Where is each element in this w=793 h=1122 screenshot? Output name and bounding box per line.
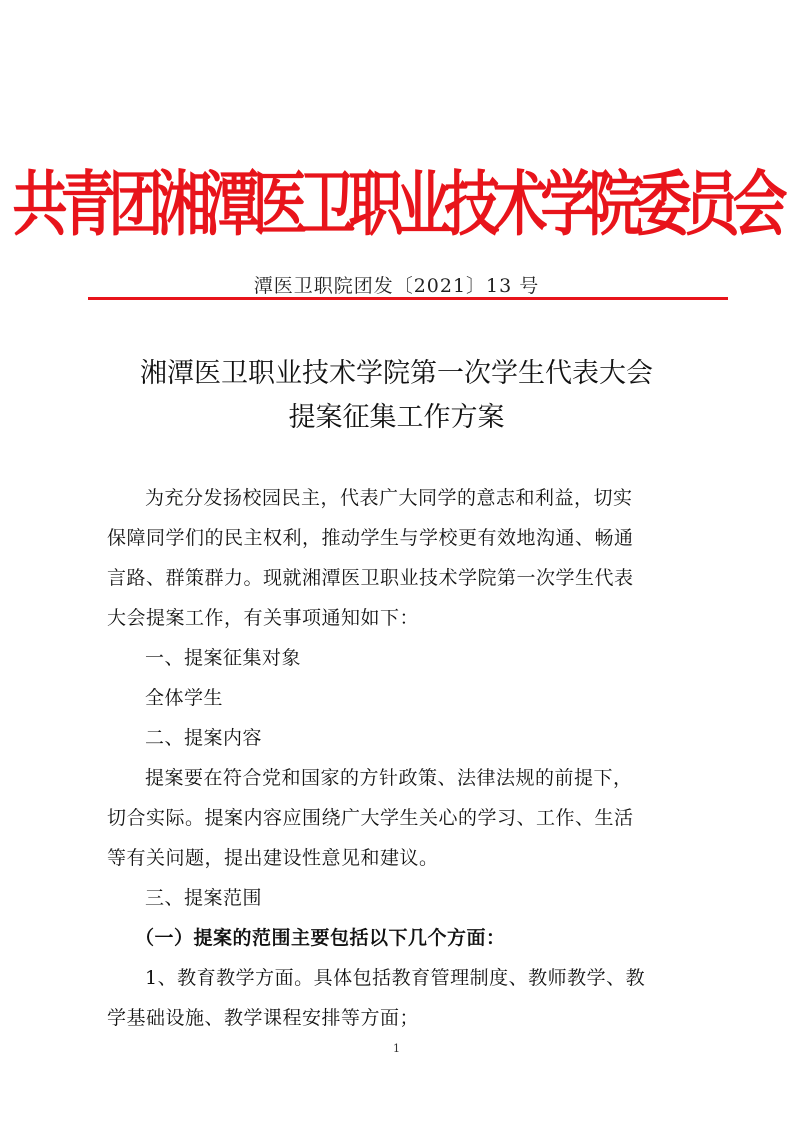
paragraph-line: 1、教育教学方面。具体包括教育管理制度、教师教学、教: [145, 967, 646, 989]
intro-paragraph: [107, 478, 692, 638]
red-divider-line: [88, 297, 728, 300]
organization-header: 共青团湘潭医卫职业技术学院委员会: [12, 163, 781, 246]
paragraph-line: 为充分发扬校园民主，代表广大同学的意志和利益，切实: [145, 487, 633, 509]
title-line-1: 湘潭医卫职业技术学院第一次学生代表大会: [140, 358, 653, 389]
section-3-item-1: [107, 958, 692, 1038]
paragraph-line: 言路、群策群力。现就湘潭医卫职业技术学院第一次学生代表: [107, 567, 634, 589]
paragraph-line: 大会提案工作，有关事项通知如下：: [107, 607, 420, 629]
paragraph-line: 提案要在符合党和国家的方针政策、法律法规的前提下，: [145, 767, 633, 789]
paragraph-line: 学基础设施、教学课程安排等方面；: [107, 1007, 420, 1029]
section-heading-3: 三、提案范围: [145, 887, 263, 909]
section-heading-1: 一、提案征集对象: [145, 647, 302, 669]
paragraph-line: 等有关问题，提出建设性意见和建议。: [107, 847, 439, 869]
paragraph-line: 切合实际。提案内容应围绕广大学生关心的学习、工作、生活: [107, 807, 634, 829]
title-line-2: 提案征集工作方案: [288, 402, 505, 433]
document-number: 潭医卫职院团发〔2021〕13 号: [253, 275, 540, 297]
paragraph-line: 保障同学们的民主权利，推动学生与学校更有效地沟通、畅通: [107, 527, 634, 549]
section-2-paragraph: [107, 758, 692, 878]
section-heading-2: 二、提案内容: [145, 727, 263, 749]
section-3-subheading: （一）提案的范围主要包括以下几个方面：: [135, 927, 506, 949]
page-number: 1: [393, 1042, 400, 1055]
section-1-text: 全体学生: [145, 687, 224, 709]
document-title: [0, 352, 793, 440]
